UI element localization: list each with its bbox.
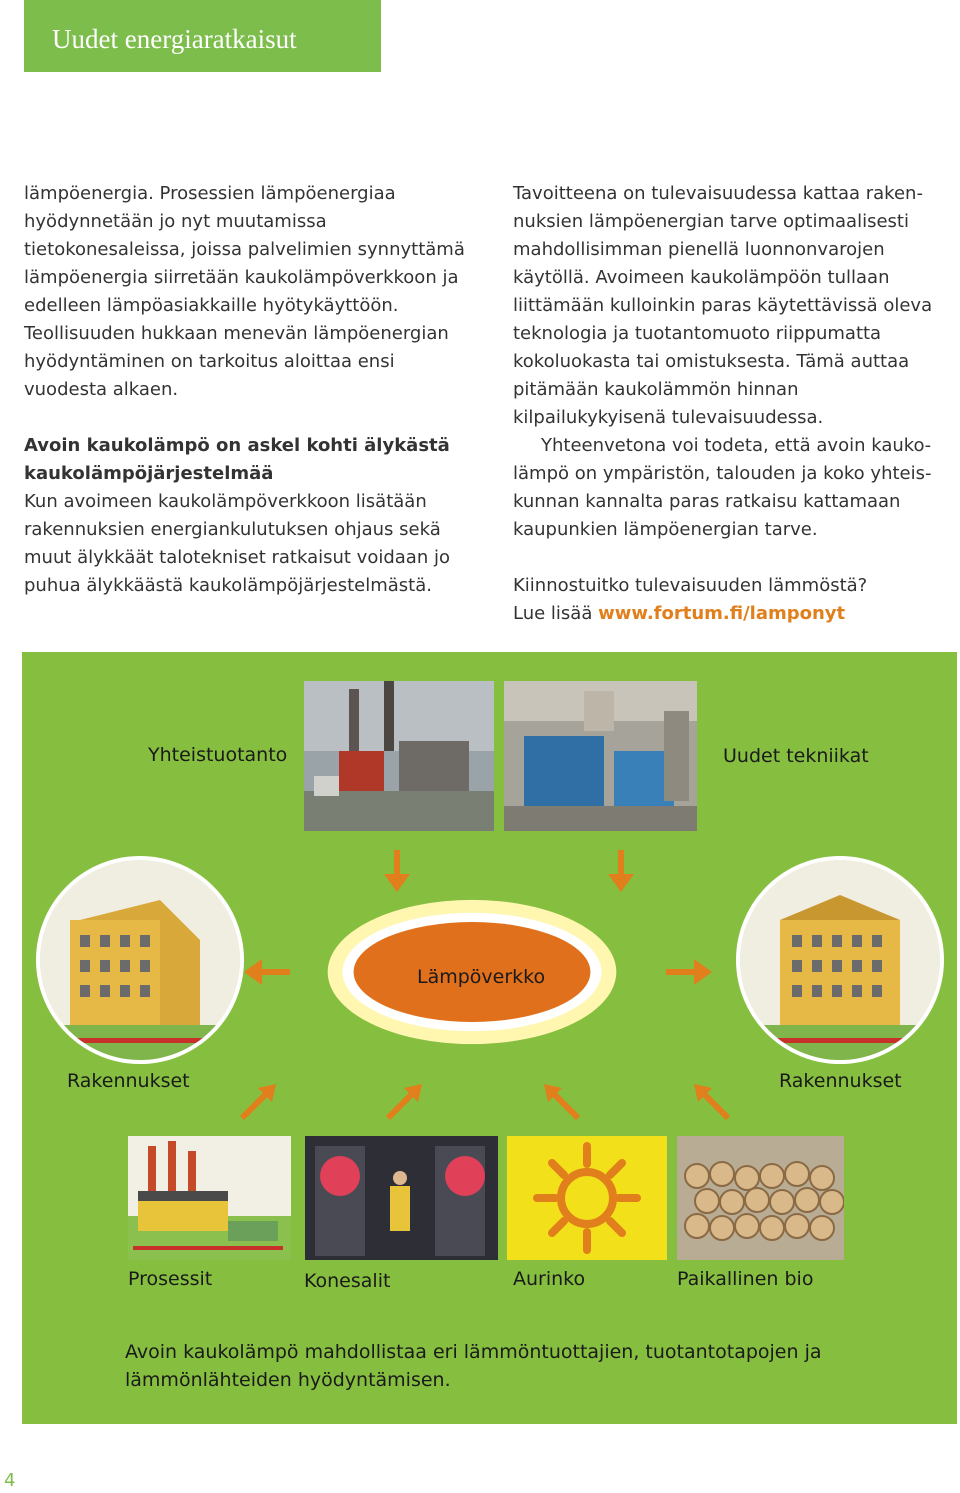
right-paragraph-1: Tavoitteena on tulevaisuudessa kattaa rakennuksien lämpöenergian tarve optimaalisesti mahdollisimman pienellä luonnonvarojen käytöllä. Avoimeen kaukolämpöön tullaan liittämään kulloinkin paras käytettävissä oleva teknologia ja tuotantomuoto riippumatta kokoluokasta tai omistuksesta. Tämä auttaa pitämään kaukolämmön hinnan kilpailukykyisenä tulevaisuudessa. (513, 183, 933, 428)
label-solar: Aurinko (513, 1268, 586, 1290)
read-more-line (513, 600, 943, 628)
right-column (513, 180, 943, 628)
arrow-up-left-1 (542, 1082, 582, 1122)
label-buildings-left: Rakennukset (67, 1070, 190, 1092)
buildings-right-illustration (736, 856, 944, 1064)
arrow-down-left (382, 850, 412, 894)
left-column (24, 180, 474, 600)
right-paragraph-2: Yhteenvetona voi todeta, että avoin kaukolämpö on ympäristön, talouden ja koko yhteiskunnan kannalta paras ratkaisu kattamaan kaupunkien lämpöenergian tarve. (513, 435, 932, 540)
new-technology-photo (504, 681, 697, 831)
left-paragraph-1: lämpöenergia. Prosessien lämpöenergiaa hyödynnetään jo nyt muutamissa tietokonesaleissa, joissa palvelimien synnyttämä lämpöenergia siirretään kaukolämpöverkkoon ja edelleen lämpöasiakkaille hyötykäyttöön. Teollisuuden hukkaan menevän lämpöenergian hyödyntäminen on tarkoitus aloittaa ensi vuodesta alkaen. (24, 183, 465, 400)
cogeneration-plant-photo (304, 681, 494, 831)
process-illustration (128, 1136, 291, 1260)
fortum-link[interactable]: www.fortum.fi/lamponyt (598, 603, 846, 624)
page-number: 4 (4, 1470, 16, 1491)
arrow-down-right (606, 850, 636, 894)
arrow-up-left-2 (692, 1082, 732, 1122)
arrow-up-right-2 (384, 1082, 424, 1122)
page-title: Uudet energiaratkaisut (52, 24, 297, 54)
read-more-label: Lue lisää (513, 603, 593, 624)
buildings-left-illustration (36, 856, 244, 1064)
solar-illustration (507, 1136, 667, 1260)
arrow-left (244, 957, 290, 987)
arrow-up-right-1 (238, 1082, 278, 1122)
label-buildings-right: Rakennukset (779, 1070, 902, 1092)
label-new-tech: Uudet tekniikat (723, 745, 869, 767)
question-text: Kiinnostuitko tulevaisuuden lämmöstä? (513, 575, 868, 596)
section-subheading: Avoin kaukolämpö on askel kohti älykästä kaukolämpöjärjestelmää (24, 435, 450, 484)
arrow-right (666, 957, 712, 987)
label-cogeneration: Yhteistuotanto (148, 744, 288, 766)
datacenter-illustration (305, 1136, 498, 1260)
label-bio: Paikallinen bio (677, 1268, 814, 1290)
label-datacenters: Konesalit (304, 1270, 391, 1292)
label-network: Lämpöverkko (417, 966, 546, 988)
left-paragraph-2: Kun avoimeen kaukolämpöverkkoon lisätään rakennuksien energiankulutuksen ohjaus sekä muut älykkäät talotekniset ratkaisut voidaan jo puhua älykkäästä kaukolämpöjärjestelmästä. (24, 491, 450, 596)
label-process: Prosessit (128, 1268, 213, 1290)
bio-wood-photo (677, 1136, 844, 1260)
diagram-caption: Avoin kaukolämpö mahdollistaa eri lämmöntuottajien, tuotantotapojen ja lämmönlähteiden hyödyntämisen. (125, 1341, 822, 1391)
